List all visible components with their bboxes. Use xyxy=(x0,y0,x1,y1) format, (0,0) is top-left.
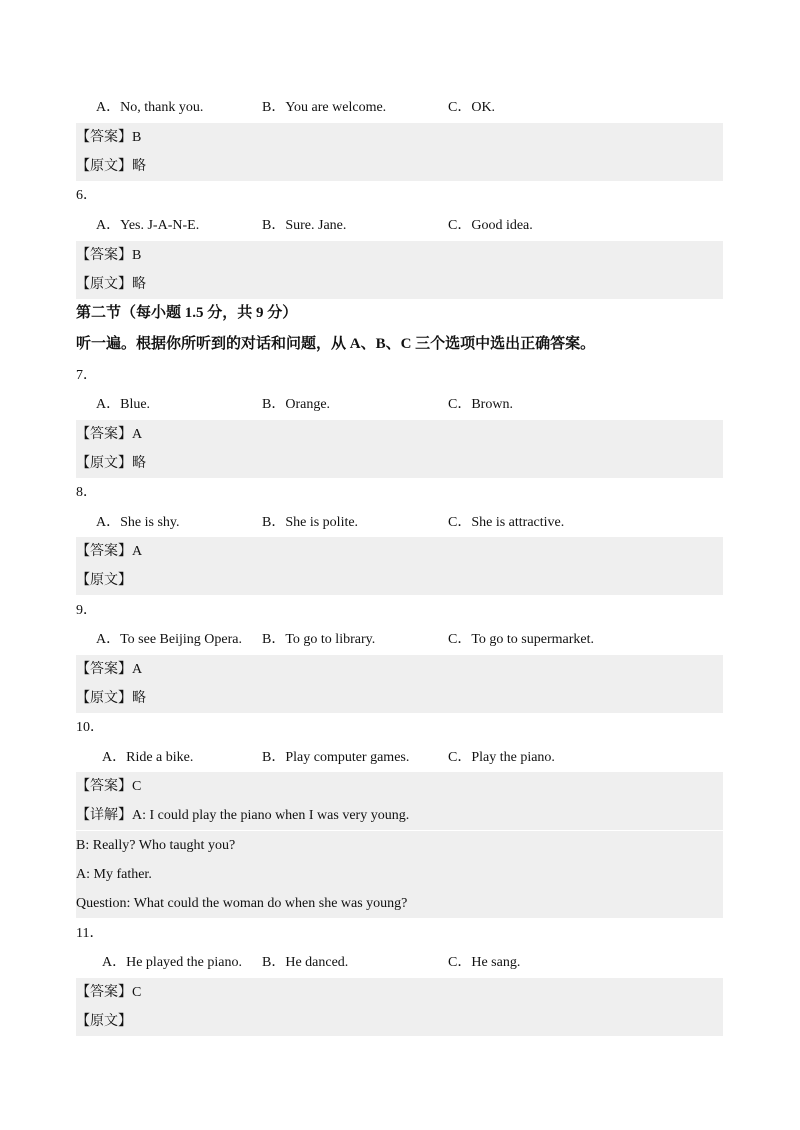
option-c: C．She is attractive. xyxy=(448,515,565,530)
question-number-7: 7． xyxy=(76,368,97,383)
section-instructions: 听一遍。根据你所听到的对话和问题，从 A、B、C 三个选项中选出正确答案。 xyxy=(76,336,596,352)
option-b: B．He danced. xyxy=(262,955,349,970)
options-row-q6 xyxy=(76,211,723,240)
option-a: A．Yes. J-A-N-E. xyxy=(96,218,200,233)
option-a: A．No, thank you. xyxy=(96,100,204,115)
explanation-line-3: A: My father. xyxy=(76,860,723,889)
options-row-q11 xyxy=(76,948,723,977)
question-number-6: 6． xyxy=(76,188,97,203)
original-text-line-q8: 【原文】 xyxy=(76,566,723,595)
options-row-q7 xyxy=(76,390,723,419)
option-c: C．Good idea. xyxy=(448,218,533,233)
option-c: C．OK. xyxy=(448,100,496,115)
explanation-line-1: 【详解】A: I could play the piano when I was very young. xyxy=(76,801,723,830)
options-row-q5 xyxy=(76,93,723,122)
option-b: B．You are welcome. xyxy=(262,100,387,115)
question-number-10: 10． xyxy=(76,720,104,735)
original-text-line-q9: 【原文】略 xyxy=(76,684,723,713)
section-heading: 第二节（每小题 1.5 分，共 9 分） xyxy=(76,305,298,321)
option-c: C．Play the piano. xyxy=(448,750,555,765)
answer-line-q5: 【答案】B xyxy=(76,123,723,152)
question-number-11: 11． xyxy=(76,926,104,941)
question-number-9: 9． xyxy=(76,603,97,618)
question-number-8: 8． xyxy=(76,485,97,500)
option-a: A．Blue. xyxy=(96,397,151,412)
original-text-line-q11: 【原文】 xyxy=(76,1007,723,1036)
option-b: B．Orange. xyxy=(262,397,331,412)
option-b: B．Sure. Jane. xyxy=(262,218,347,233)
original-text-line-q7: 【原文】略 xyxy=(76,449,723,478)
explanation-line-2: B: Really? Who taught you? xyxy=(76,831,723,860)
option-a: A．She is shy. xyxy=(96,515,180,530)
answer-line-q11: 【答案】C xyxy=(76,978,723,1007)
option-a: A．He played the piano. xyxy=(102,955,242,970)
answer-line-q10: 【答案】C xyxy=(76,772,723,801)
option-a: A．To see Beijing Opera. xyxy=(96,632,242,647)
option-b: B．Play computer games. xyxy=(262,750,410,765)
options-row-q10 xyxy=(76,743,723,772)
answer-line-q9: 【答案】A xyxy=(76,655,723,684)
option-c: C．He sang. xyxy=(448,955,521,970)
options-row-q8 xyxy=(76,508,723,537)
options-row-q9 xyxy=(76,625,723,654)
original-text-line-q5: 【原文】略 xyxy=(76,152,723,181)
answer-line-q8: 【答案】A xyxy=(76,537,723,566)
answer-line-q6: 【答案】B xyxy=(76,241,723,270)
option-c: C．Brown. xyxy=(448,397,513,412)
option-b: B．She is polite. xyxy=(262,515,359,530)
option-b: B．To go to library. xyxy=(262,632,376,647)
explanation-question-line: Question: What could the woman do when she was young? xyxy=(76,889,723,918)
original-text-line-q6: 【原文】略 xyxy=(76,270,723,299)
option-a: A．Ride a bike. xyxy=(102,750,194,765)
answer-line-q7: 【答案】A xyxy=(76,420,723,449)
option-c: C．To go to supermarket. xyxy=(448,632,594,647)
